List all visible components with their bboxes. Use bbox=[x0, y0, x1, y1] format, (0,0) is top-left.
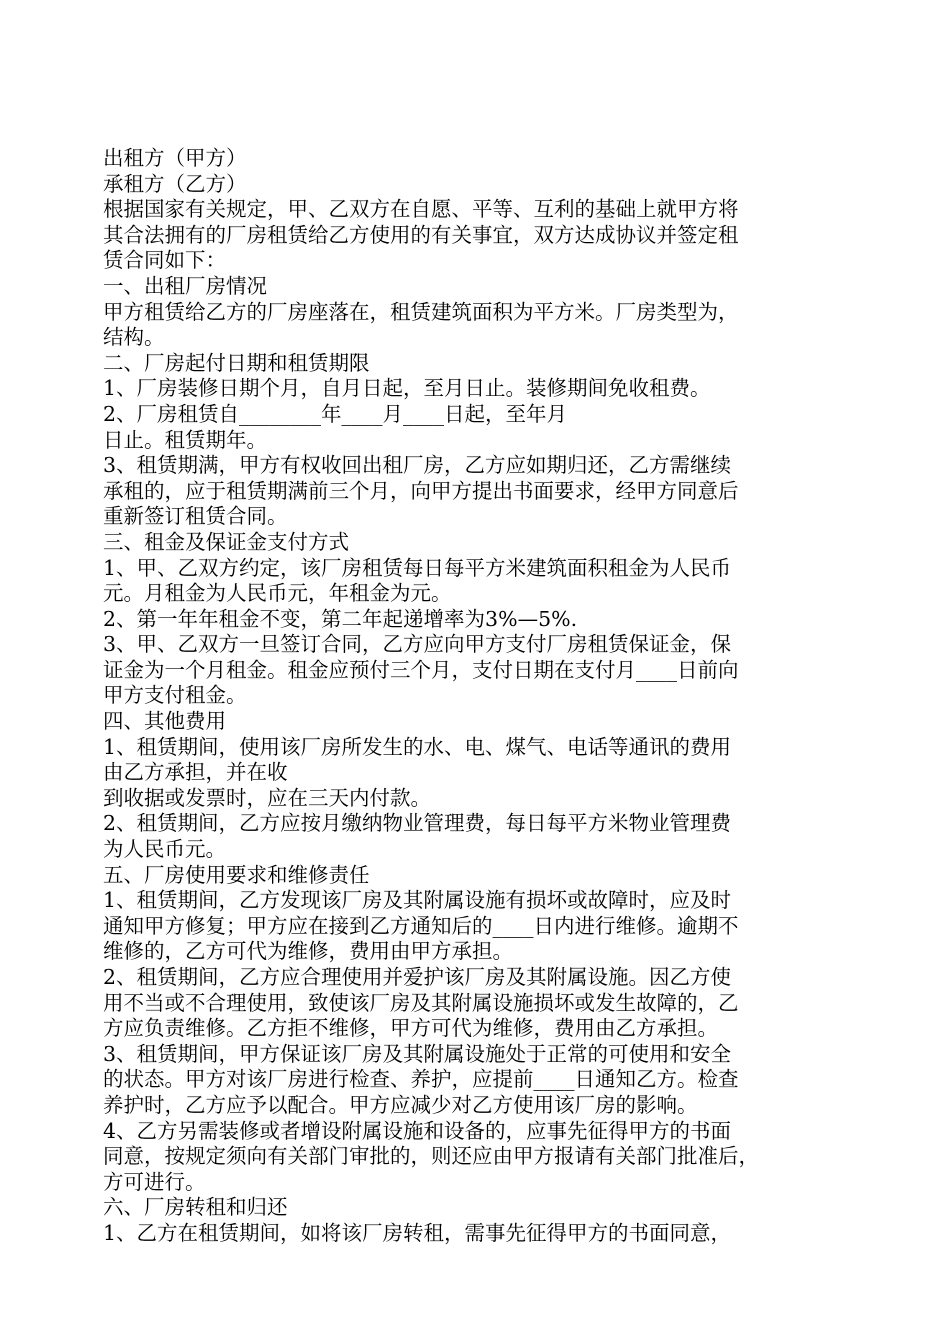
paragraph-line: 通知甲方修复；甲方应在接到乙方通知后的____日内进行维修。逾期不 bbox=[103, 913, 739, 938]
paragraph-line: 由乙方承担，并在收 bbox=[103, 760, 288, 785]
paragraph-line: 方应负责维修。乙方拒不维修，甲方可代为维修，费用由乙方承担。 bbox=[103, 1016, 718, 1041]
section-heading: 二、厂房起付日期和租赁期限 bbox=[103, 350, 370, 375]
paragraph-line: 方可进行。 bbox=[103, 1169, 206, 1194]
paragraph-line: 养护时，乙方应予以配合。甲方应减少对乙方使用该厂房的影响。 bbox=[103, 1092, 698, 1117]
paragraph-line: 2、租赁期间，乙方应按月缴纳物业管理费，每日每平方米物业管理费 bbox=[103, 811, 732, 836]
paragraph-line: 3、租赁期满，甲方有权收回出租厂房，乙方应如期归还，乙方需继续 bbox=[103, 453, 732, 478]
party-b-line: 承租方（乙方） bbox=[103, 171, 247, 196]
party-a-line: 出租方（甲方） bbox=[103, 146, 247, 170]
paragraph-line: 同意，按规定须向有关部门审批的，则还应由甲方报请有关部门批准后， bbox=[103, 1144, 759, 1169]
paragraph-line: 承租的，应于租赁期满前三个月，向甲方提出书面要求，经甲方同意后 bbox=[103, 478, 739, 503]
paragraph-line: 2、租赁期间，乙方应合理使用并爱护该厂房及其附属设施。因乙方使 bbox=[103, 965, 732, 989]
paragraph-line: 4、乙方另需装修或者增设附属设施和设备的，应事先征得甲方的书面 bbox=[103, 1118, 732, 1143]
paragraph-line: 到收据或发票时，应在三天内付款。 bbox=[103, 785, 431, 810]
paragraph-line: 1、租赁期间，使用该厂房所发生的水、电、煤气、电话等通讯的费用 bbox=[103, 734, 732, 759]
paragraph-line: 用不当或不合理使用，致使该厂房及其附属设施损坏或发生故障的，乙 bbox=[103, 990, 739, 1015]
section-heading: 五、厂房使用要求和维修责任 bbox=[103, 862, 370, 887]
paragraph-line: 结构。 bbox=[103, 325, 165, 350]
paragraph-line: 为人民币元。 bbox=[103, 837, 226, 862]
paragraph-line: 重新签订租赁合同。 bbox=[103, 504, 288, 529]
paragraph-line: 3、租赁期间，甲方保证该厂房及其附属设施处于正常的可使用和安全 bbox=[103, 1041, 732, 1066]
paragraph-line: 2、第一年年租金不变，第二年起递增率为3%—5%. bbox=[103, 606, 578, 631]
paragraph-line: 证金为一个月租金。租金应预付三个月，支付日期在支付月____日前向 bbox=[103, 657, 739, 682]
paragraph-line: 1、租赁期间，乙方发现该厂房及其附属设施有损坏或故障时，应及时 bbox=[103, 888, 732, 913]
preamble-line: 赁合同如下： bbox=[103, 248, 226, 273]
section-heading: 六、厂房转租和归还 bbox=[103, 1195, 288, 1220]
paragraph-line: 日止。租赁期年。 bbox=[103, 427, 267, 452]
paragraph-line: 2、厂房租赁自________年____月____日起，至年月 bbox=[103, 401, 568, 426]
paragraph-line: 3、甲、乙双方一旦签订合同，乙方应向甲方支付厂房租赁保证金，保 bbox=[103, 632, 732, 657]
section-heading: 三、租金及保证金支付方式 bbox=[103, 529, 349, 554]
paragraph-line: 甲方支付租金。 bbox=[103, 683, 247, 708]
paragraph-line: 1、乙方在租赁期间，如将该厂房转租，需事先征得甲方的书面同意， bbox=[103, 1220, 732, 1245]
paragraph-line: 维修的，乙方可代为维修，费用由甲方承担。 bbox=[103, 939, 513, 964]
preamble-line: 其合法拥有的厂房租赁给乙方使用的有关事宜，双方达成协议并签定租 bbox=[103, 222, 739, 247]
paragraph-line: 甲方租赁给乙方的厂房座落在，租赁建筑面积为平方米。厂房类型为， bbox=[103, 299, 739, 324]
paragraph-line: 的状态。甲方对该厂房进行检查、养护，应提前____日通知乙方。检查 bbox=[103, 1067, 739, 1092]
paragraph-line: 元。月租金为人民币元，年租金为元。 bbox=[103, 581, 452, 606]
paragraph-line: 1、甲、乙双方约定，该厂房租赁每日每平方米建筑面积租金为人民币 bbox=[103, 555, 732, 580]
section-heading: 一、出租厂房情况 bbox=[103, 273, 267, 298]
contract-document bbox=[103, 146, 853, 1247]
section-heading: 四、其他费用 bbox=[103, 709, 226, 734]
paragraph-line: 1、厂房装修日期个月，自月日起，至月日止。装修期间免收租费。 bbox=[103, 376, 711, 401]
preamble-line: 根据国家有关规定，甲、乙双方在自愿、平等、互利的基础上就甲方将 bbox=[103, 197, 739, 222]
